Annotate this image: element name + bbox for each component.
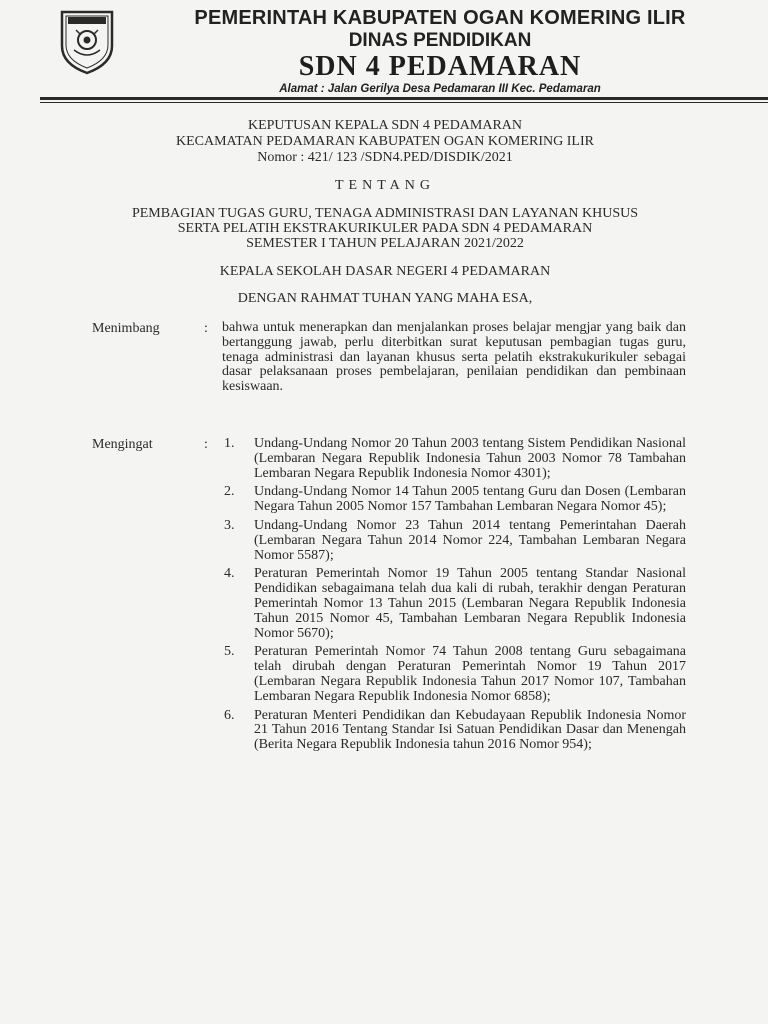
list-item-number: 5. xyxy=(224,644,235,660)
government-name: PEMERINTAH KABUPATEN OGAN KOMERING ILIR xyxy=(194,7,686,29)
list-item xyxy=(222,519,686,563)
invocation: DENGAN RAHMAT TUHAN YANG MAHA ESA, xyxy=(237,291,533,306)
menimbang-text: bahwa untuk menerapkan dan menjalankan proses belajar mengjar yang baik dan bertanggung jawab, perlu diterbitkan surat keputusan pembagian tugas guru, tenaga administrasi dan layanan khusus serta pelatih ekstrakukurikuler sebagai dasar pelaksanaan proses pembelajaran, penilaian pendidikan dan pembinaan kesiswaan. xyxy=(222,320,686,395)
list-item xyxy=(222,645,686,704)
subject-line1: PEMBAGIAN TUGAS GURU, TENAGA ADMINISTRASI DAN LAYANAN KHUSUS xyxy=(131,206,639,221)
crest-icon xyxy=(58,6,116,76)
list-item-text: Peraturan Pemerintah Nomor 74 Tahun 2008 tentang Guru sebagaimana telah dirubah dengan Peraturan Pemerintah Nomor 19 Tahun 2017 (Lembaran Negara Republik Indonesia Tahun 2017 Nomor 107, Tambahan Lembaran Negara Republik Indonesia Nomor 6858); xyxy=(254,644,686,704)
letterhead-rule-thin xyxy=(40,102,768,103)
department-name: DINAS PENDIDIKAN xyxy=(348,30,532,51)
list-item-number: 6. xyxy=(224,707,235,723)
menimbang-colon: : xyxy=(204,321,208,336)
decree-title-line2: KECAMATAN PEDAMARAN KABUPATEN OGAN KOMERING ILIR xyxy=(176,134,594,149)
list-item-text: Peraturan Pemerintah Nomor 19 Tahun 2005 tentang Standar Nasional Pendidikan sebagaimana telah dua kali di rubah, terakhir dengan Peraturan Pemerintah Nomor 13 Tahun 2015 (Lembaran Negara Republik Indonesia Tahun 2015 Nomor 45, Tambahan Lembaran Negara Republik Indonesia Nomor 5670); xyxy=(254,566,686,641)
list-item-text: Undang-Undang Nomor 23 Tahun 2014 tentang Pemerintahan Daerah (Lembaran Negara Tahun 2014 Nomor 224, Tambahan Lembaran Negara Nomor 5587); xyxy=(254,517,686,563)
list-item-number: 3. xyxy=(224,517,235,533)
school-name: SDN 4 PEDAMARAN xyxy=(298,51,582,82)
school-address: Alamat : Jalan Gerilya Desa Pedamaran III Kec. Pedamaran xyxy=(279,83,601,95)
subject-line3: SEMESTER I TAHUN PELAJARAN 2021/2022 xyxy=(246,236,524,251)
list-item-text: Undang-Undang Nomor 20 Tahun 2003 tentang Sistem Pendidikan Nasional (Lembaran Negara Republik Indonesia Tahun 2003 Nomor 78 Tambahan Lembaran Negara Republik Indonesia Nomor 4301); xyxy=(254,436,686,481)
list-item-text: Undang-Undang Nomor 14 Tahun 2005 tentang Guru dan Dosen (Lembaran Negara Tahun 2005 Nomor 157 Tambahan Lembaran Negara Nomor 45); xyxy=(254,484,686,515)
mengingat-label: Mengingat xyxy=(92,437,153,452)
subject-line2: SERTA PELATIH EKSTRAKURIKULER PADA SDN 4 PEDAMARAN xyxy=(177,221,593,236)
principal-heading: KEPALA SEKOLAH DASAR NEGERI 4 PEDAMARAN xyxy=(219,264,551,279)
list-item-number: 4. xyxy=(224,566,235,582)
list-item-number: 1. xyxy=(224,436,235,451)
menimbang-label: Menimbang xyxy=(92,321,160,336)
mengingat-colon: : xyxy=(204,437,208,452)
tentang-heading: TENTANG xyxy=(335,178,435,193)
list-item xyxy=(222,567,686,641)
list-item xyxy=(222,485,686,515)
list-item xyxy=(222,437,686,481)
regency-logo xyxy=(58,6,116,76)
list-item-number: 2. xyxy=(224,484,235,500)
letterhead-rule-thick xyxy=(40,97,768,100)
list-item-text: Peraturan Menteri Pendidikan dan Kebudayaan Republik Indonesia Nomor 21 Tahun 2016 Tentang Standar Isi Satuan Pendidikan Dasar dan Menengah (Berita Negara Republik Indonesia tahun 2016 Nomor 954); xyxy=(254,707,686,753)
decree-title-line1: KEPUTUSAN KEPALA SDN 4 PEDAMARAN xyxy=(247,118,523,133)
decree-number: Nomor : 421/ 123 /SDN4.PED/DISDIK/2021 xyxy=(257,150,513,165)
mengingat-list xyxy=(222,437,686,757)
list-item xyxy=(222,709,686,753)
